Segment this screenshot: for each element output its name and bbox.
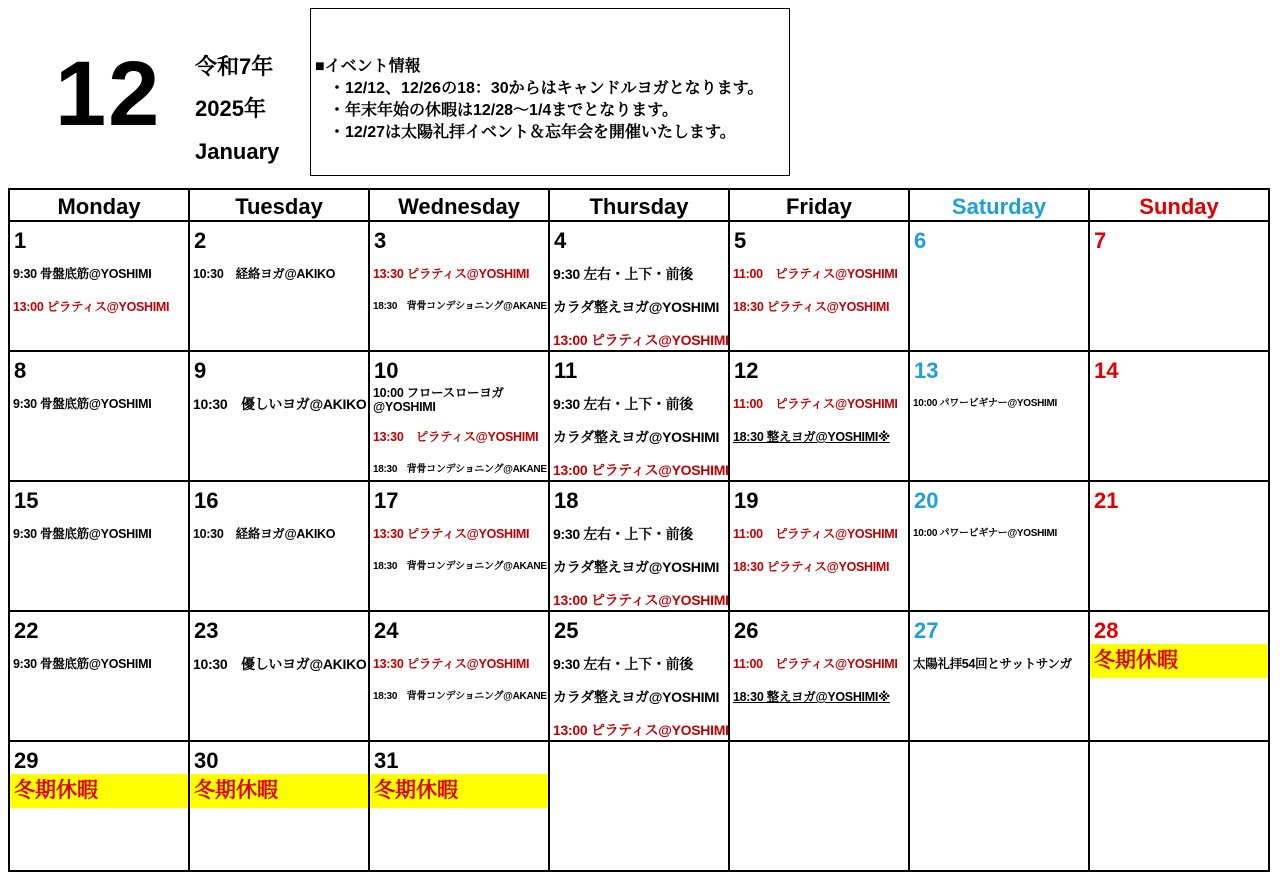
weekday-monday: Monday — [9, 189, 189, 221]
day-cell[interactable] — [1089, 221, 1269, 351]
class-entry: 9:30 骨盤底筋@YOSHIMI — [13, 657, 152, 671]
class-entry: 9:30 骨盤底筋@YOSHIMI — [13, 397, 152, 411]
day-number: 6 — [914, 228, 927, 253]
day-cell[interactable] — [909, 481, 1089, 611]
day-number: 19 — [734, 488, 759, 513]
day-number: 8 — [14, 358, 27, 383]
year: 2025年 — [195, 96, 266, 121]
day-cell[interactable] — [909, 611, 1089, 741]
class-entry: 10:00 パワービギナー@YOSHIMI — [913, 528, 1058, 539]
day-cell[interactable] — [9, 741, 189, 871]
class-entry: 13:00 ピラティス@YOSHIMI — [553, 722, 729, 738]
day-number: 25 — [554, 618, 579, 643]
day-number: 14 — [1094, 358, 1119, 383]
day-cell[interactable] — [189, 221, 369, 351]
day-cell[interactable] — [549, 221, 729, 351]
era-year: 令和7年 — [195, 54, 274, 79]
class-entry: 9:30 骨盤底筋@YOSHIMI — [13, 267, 152, 281]
event-info-line: ・12/27は太陽礼拝イベント＆忘年会を開催いたします。 — [329, 124, 736, 141]
class-entry: 10:00 パワービギナー@YOSHIMI — [913, 398, 1058, 409]
day-number: 9 — [194, 358, 207, 383]
day-cell[interactable] — [189, 741, 369, 871]
class-entry: 18:30 整えヨガ@YOSHIMI※ — [733, 430, 890, 444]
day-cell[interactable] — [1089, 351, 1269, 481]
weekday-thursday: Thursday — [549, 189, 729, 221]
day-number: 20 — [914, 488, 939, 513]
day-number: 18 — [554, 488, 579, 513]
class-entry: 13:30 ピラティス@YOSHIMI — [373, 267, 530, 281]
holiday-banner: 冬期休暇 — [370, 774, 548, 808]
month-name: January — [195, 139, 280, 164]
day-cell[interactable] — [909, 221, 1089, 351]
day-cell[interactable] — [9, 351, 189, 481]
day-number: 27 — [914, 618, 939, 643]
day-number: 1 — [14, 228, 27, 253]
day-cell[interactable] — [729, 221, 909, 351]
holiday-banner: 冬期休暇 — [190, 774, 368, 808]
week-row — [9, 741, 1269, 871]
class-entry: 9:30 骨盤底筋@YOSHIMI — [13, 527, 152, 541]
class-entry: 13:00 ピラティス@YOSHIMI — [553, 592, 729, 608]
day-number: 23 — [194, 618, 219, 643]
day-number: 4 — [554, 228, 567, 253]
day-cell[interactable] — [369, 481, 549, 611]
day-cell[interactable] — [369, 611, 549, 741]
day-number: 26 — [734, 618, 759, 643]
day-number: 15 — [14, 488, 39, 513]
week-row — [9, 611, 1269, 741]
class-entry: 11:00 ピラティス@YOSHIMI — [733, 527, 898, 541]
empty-cell — [1089, 741, 1269, 871]
calendar-grid — [8, 188, 1270, 872]
class-entry: 18:30 背骨コンデショニング@AKANE — [373, 691, 547, 702]
event-info-line: ・12/12、12/26の18：30からはキャンドルヨガとなります。 — [329, 80, 764, 97]
day-cell[interactable] — [909, 351, 1089, 481]
day-number: 21 — [1094, 488, 1119, 513]
weekday-friday: Friday — [729, 189, 909, 221]
day-number: 11 — [554, 358, 578, 383]
class-entry: 9:30 左右・上下・前後 — [553, 266, 694, 282]
event-info-line: ・年末年始の休暇は12/28～1/4までとなります。 — [329, 102, 679, 119]
week-row — [9, 351, 1269, 481]
day-number: 7 — [1094, 228, 1107, 253]
day-cell[interactable] — [1089, 481, 1269, 611]
class-entry: 18:30 ピラティス@YOSHIMI — [733, 560, 890, 574]
day-number: 17 — [374, 488, 399, 513]
day-cell[interactable] — [9, 611, 189, 741]
class-entry: カラダ整えヨガ@YOSHIMI — [553, 299, 720, 315]
class-entry: カラダ整えヨガ@YOSHIMI — [553, 559, 720, 575]
day-cell[interactable] — [729, 611, 909, 741]
day-cell[interactable] — [189, 611, 369, 741]
day-number: 10 — [374, 358, 399, 383]
empty-cell — [729, 741, 909, 871]
class-entry: 10:00 フロースローヨガ@YOSHIMI — [373, 386, 504, 414]
day-cell[interactable] — [369, 351, 549, 481]
day-number: 30 — [194, 748, 219, 773]
class-entry: カラダ整えヨガ@YOSHIMI — [553, 689, 720, 705]
class-entry: 9:30 左右・上下・前後 — [553, 526, 694, 542]
class-entry: 18:30 背骨コンデショニング@AKANE — [373, 464, 547, 475]
class-entry: 18:30 整えヨガ@YOSHIMI※ — [733, 690, 890, 704]
day-cell[interactable] — [549, 351, 729, 481]
day-number: 28 — [1094, 618, 1119, 643]
class-entry: 10:30 優しいヨガ@AKIKO — [193, 656, 367, 672]
class-entry: 13:30 ピラティス@YOSHIMI — [373, 430, 539, 444]
empty-cell — [909, 741, 1089, 871]
class-entry: 10:30 優しいヨガ@AKIKO — [193, 396, 367, 412]
day-cell[interactable] — [549, 481, 729, 611]
day-number: 29 — [14, 748, 39, 773]
day-cell[interactable] — [189, 351, 369, 481]
event-entry: 太陽礼拝54回とサットサンガ — [913, 657, 1072, 671]
class-entry: 10:30 経絡ヨガ@AKIKO — [193, 527, 336, 541]
day-cell[interactable] — [549, 611, 729, 741]
empty-cell — [549, 741, 729, 871]
class-entry: 11:00 ピラティス@YOSHIMI — [733, 657, 898, 671]
class-entry: 13:00 ピラティス@YOSHIMI — [553, 462, 729, 478]
week-row — [9, 481, 1269, 611]
day-number: 5 — [734, 228, 747, 253]
event-info-box — [310, 8, 790, 176]
day-number: 16 — [194, 488, 219, 513]
event-info-title: ■イベント情報 — [315, 58, 421, 75]
day-number: 24 — [374, 618, 399, 643]
day-cell[interactable] — [729, 481, 909, 611]
weekday-sunday: Sunday — [1089, 189, 1269, 221]
day-number: 3 — [374, 228, 387, 253]
class-entry: 13:00 ピラティス@YOSHIMI — [13, 300, 170, 314]
holiday-banner: 冬期休暇 — [10, 774, 188, 808]
class-entry: 13:30 ピラティス@YOSHIMI — [373, 527, 530, 541]
day-number: 22 — [14, 618, 39, 643]
holiday-banner: 冬期休暇 — [1090, 644, 1268, 678]
week-row — [9, 221, 1269, 351]
day-number: 12 — [734, 358, 759, 383]
day-number: 13 — [914, 358, 939, 383]
class-entry: 11:00 ピラティス@YOSHIMI — [733, 397, 898, 411]
weekday-tuesday: Tuesday — [189, 189, 369, 221]
class-entry: 10:30 経絡ヨガ@AKIKO — [193, 267, 336, 281]
class-entry: 9:30 左右・上下・前後 — [553, 656, 694, 672]
weekday-header-row — [9, 189, 1269, 221]
day-cell[interactable] — [369, 221, 549, 351]
day-cell[interactable] — [189, 481, 369, 611]
class-entry: カラダ整えヨガ@YOSHIMI — [553, 429, 720, 445]
day-number: 2 — [194, 228, 207, 253]
day-cell[interactable] — [1089, 611, 1269, 741]
class-entry: 9:30 左右・上下・前後 — [553, 396, 694, 412]
weekday-wednesday: Wednesday — [369, 189, 549, 221]
day-cell[interactable] — [729, 351, 909, 481]
day-cell[interactable] — [9, 221, 189, 351]
day-number: 31 — [374, 748, 399, 773]
month-number: 12 — [55, 43, 162, 145]
class-entry: 18:30 背骨コンデショニング@AKANE — [373, 561, 547, 572]
class-entry: 11:00 ピラティス@YOSHIMI — [733, 267, 898, 281]
day-cell[interactable] — [9, 481, 189, 611]
class-entry: 13:30 ピラティス@YOSHIMI — [373, 657, 530, 671]
day-cell[interactable] — [369, 741, 549, 871]
class-entry: 18:30 背骨コンデショニング@AKANE — [373, 301, 547, 312]
weekday-saturday: Saturday — [909, 189, 1089, 221]
class-entry: 13:00 ピラティス@YOSHIMI — [553, 332, 729, 348]
class-entry: 18:30 ピラティス@YOSHIMI — [733, 300, 890, 314]
